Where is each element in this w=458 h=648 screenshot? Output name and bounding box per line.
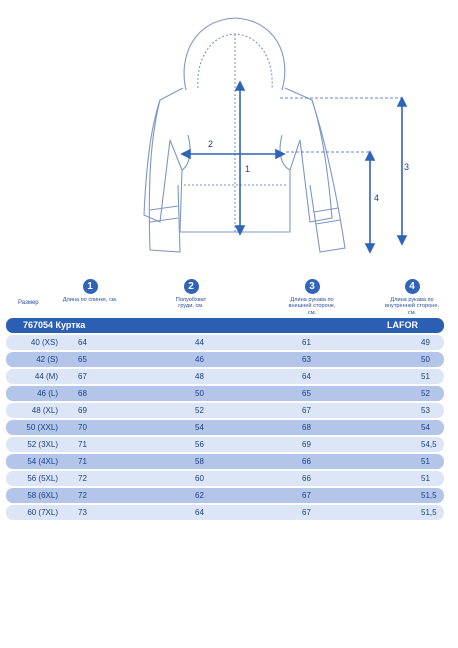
- size-cell: 56 (5XL): [27, 474, 58, 483]
- measure-cell-2: 62: [195, 491, 204, 500]
- measure-cell-4: 51: [421, 457, 430, 466]
- measure-cell-2: 56: [195, 440, 204, 449]
- measure-label-2: 2: [208, 139, 214, 149]
- header-col-1-text: Длина по спинке, см.: [62, 297, 118, 303]
- measure-cell-1: 71: [78, 440, 87, 449]
- measure-cell-3: 69: [302, 440, 311, 449]
- hood-outline: [184, 18, 285, 90]
- measure-cell-1: 68: [78, 389, 87, 398]
- measure-cell-3: 66: [302, 474, 311, 483]
- header-col-4-text: Длина рукава по внутренней стороне, см.: [385, 297, 439, 316]
- measure-cell-3: 67: [302, 491, 311, 500]
- measure-cell-2: 48: [195, 372, 204, 381]
- measure-cell-1: 72: [78, 474, 87, 483]
- size-cell: 44 (M): [34, 372, 58, 381]
- table-row: [6, 403, 444, 418]
- table-row: [6, 369, 444, 384]
- measure-cell-3: 64: [302, 372, 311, 381]
- header-col-3: [284, 279, 340, 316]
- header-col-4: [384, 279, 440, 316]
- measure-cell-1: 72: [78, 491, 87, 500]
- measure-cell-2: 64: [195, 508, 204, 517]
- measure-cell-2: 54: [195, 423, 204, 432]
- number-badge-1: 1: [83, 279, 98, 294]
- brand-name: LAFOR: [387, 320, 418, 330]
- measure-cell-2: 52: [195, 406, 204, 415]
- measure-label-1: 1: [245, 164, 251, 174]
- measure-cell-3: 61: [302, 338, 311, 347]
- table-row: [6, 471, 444, 486]
- measure-cell-4: 51: [421, 474, 430, 483]
- measure-cell-3: 67: [302, 406, 311, 415]
- size-column-header: Размер: [18, 300, 39, 306]
- measure-cell-2: 50: [195, 389, 204, 398]
- measure-cell-1: 71: [78, 457, 87, 466]
- header-col-2: [168, 279, 214, 310]
- measure-cell-4: 51,5: [421, 508, 437, 517]
- measure-cell-4: 51: [421, 372, 430, 381]
- measure-cell-4: 54: [421, 423, 430, 432]
- table-row: [6, 488, 444, 503]
- measure-label-3: 3: [404, 162, 410, 172]
- measure-label-4: 4: [374, 193, 380, 203]
- size-cell: 60 (7XL): [27, 508, 58, 517]
- body-outline: [144, 88, 332, 232]
- table-row: [6, 420, 444, 435]
- table-row: [6, 505, 444, 520]
- measure-cell-1: 65: [78, 355, 87, 364]
- size-cell: 54 (4XL): [27, 457, 58, 466]
- table-row: [6, 454, 444, 469]
- measure-cell-3: 66: [302, 457, 311, 466]
- size-cell: 40 (XS): [30, 338, 58, 347]
- product-code: 767054 Куртка: [23, 320, 86, 330]
- table-row: [6, 335, 444, 350]
- table-row: [6, 437, 444, 452]
- number-badge-2: 2: [184, 279, 199, 294]
- measure-cell-2: 46: [195, 355, 204, 364]
- size-cell: 58 (6XL): [27, 491, 58, 500]
- size-cell: 50 (XXL): [26, 423, 58, 432]
- measure-cell-2: 60: [195, 474, 204, 483]
- header-col-3-text: Длина рукава по внешней стороне, см.: [288, 297, 336, 316]
- product-title-bar: [6, 318, 444, 333]
- size-cell: 42 (S): [36, 355, 58, 364]
- size-cell: 48 (XL): [31, 406, 58, 415]
- measure-cell-3: 67: [302, 508, 311, 517]
- measure-cell-3: 63: [302, 355, 311, 364]
- number-badge-4: 4: [405, 279, 420, 294]
- measure-cell-1: 73: [78, 508, 87, 517]
- measure-cell-4: 54,5: [421, 440, 437, 449]
- measure-cell-3: 68: [302, 423, 311, 432]
- jacket-diagram: [0, 0, 458, 265]
- size-cell: 52 (3XL): [27, 440, 58, 449]
- measure-cell-4: 51,5: [421, 491, 437, 500]
- number-badge-3: 3: [305, 279, 320, 294]
- measure-cell-2: 44: [195, 338, 204, 347]
- size-cell: 46 (L): [37, 389, 58, 398]
- measure-cell-4: 50: [421, 355, 430, 364]
- measure-cell-2: 58: [195, 457, 204, 466]
- table-row: [6, 386, 444, 401]
- measure-cell-1: 70: [78, 423, 87, 432]
- measure-cell-3: 65: [302, 389, 311, 398]
- measure-cell-1: 67: [78, 372, 87, 381]
- measure-cell-1: 69: [78, 406, 87, 415]
- header-col-2-text: Полуобхват груди, см.: [175, 297, 207, 310]
- measure-cell-1: 64: [78, 338, 87, 347]
- measure-cell-4: 53: [421, 406, 430, 415]
- measure-cell-4: 49: [421, 338, 430, 347]
- header-col-1: [62, 279, 118, 303]
- table-row: [6, 352, 444, 367]
- measure-cell-4: 52: [421, 389, 430, 398]
